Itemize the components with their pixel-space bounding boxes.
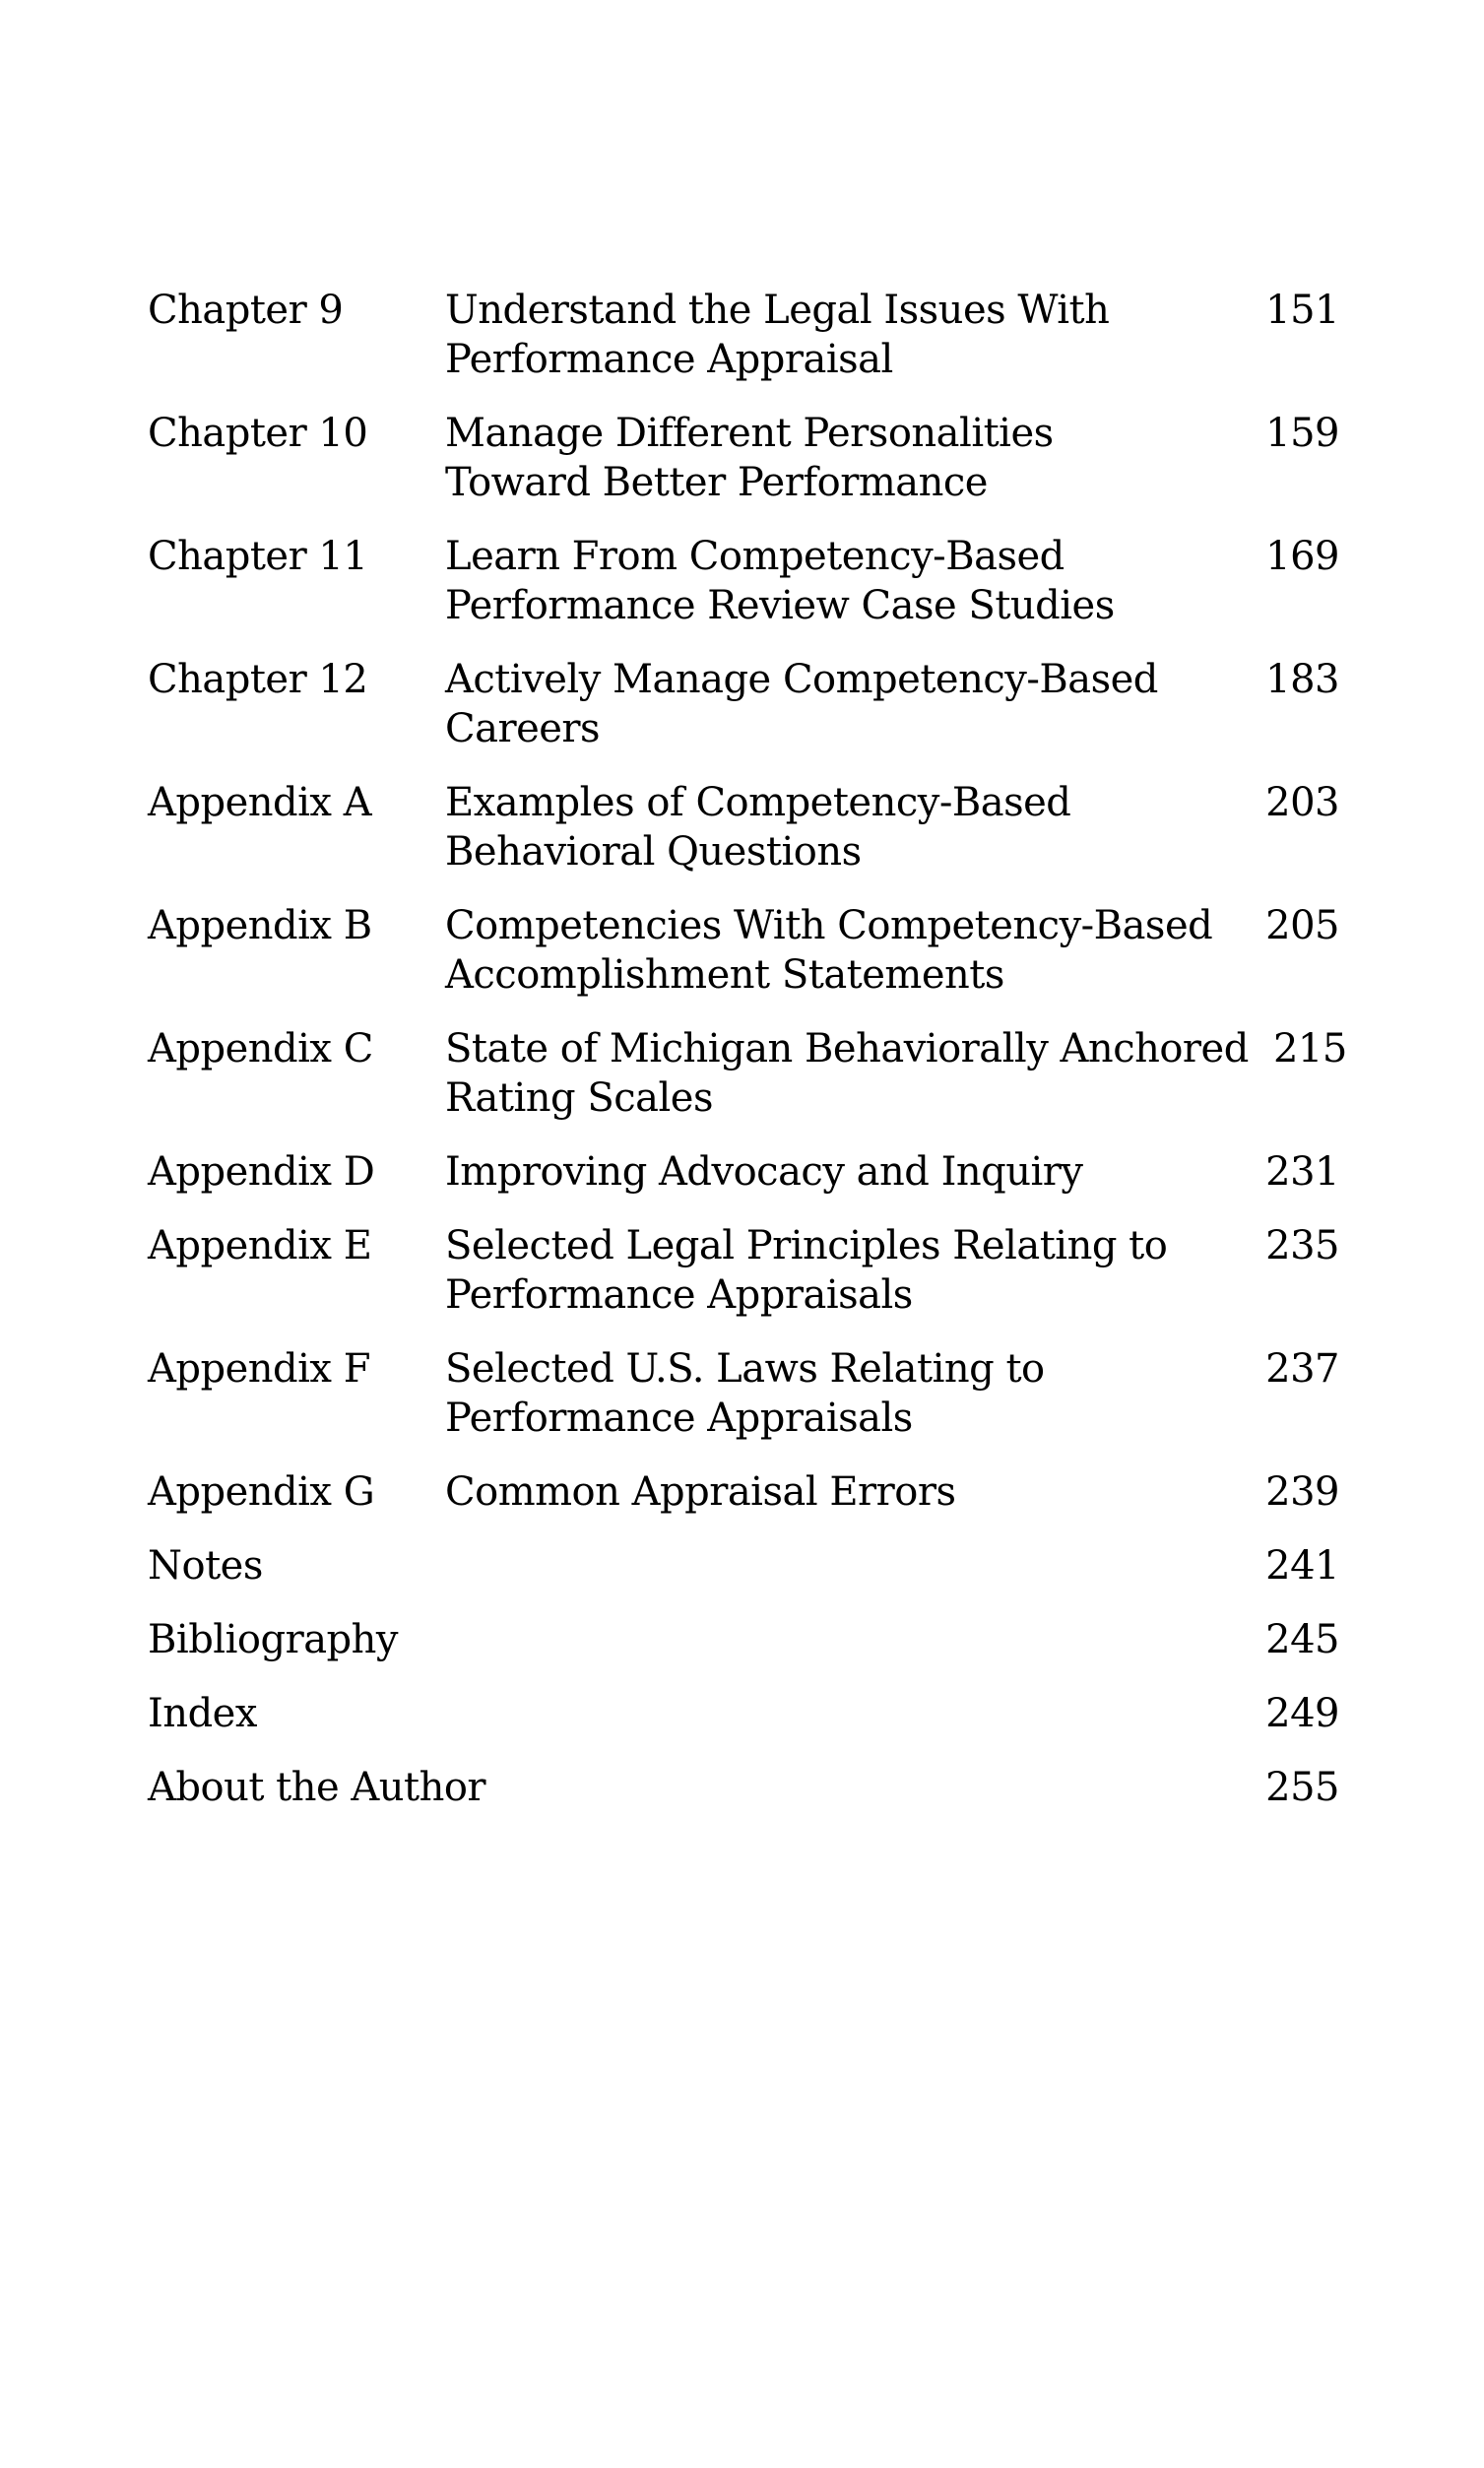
toc-entry-label: Chapter 10 <box>148 411 368 456</box>
table-of-contents <box>148 286 1347 1837</box>
toc-entry-page-number: 249 <box>1265 1691 1339 1736</box>
toc-entry-title-line: Rating Scales <box>445 1075 713 1121</box>
toc-entry-title <box>445 1344 1251 1443</box>
toc-entry-title <box>445 901 1251 1000</box>
toc-entry-label: Appendix B <box>148 903 372 948</box>
toc-entry-title-line: State of Michigan Behaviorally Anchored <box>445 1026 1249 1072</box>
toc-entry-page-number: 159 <box>1265 411 1339 456</box>
toc-entry <box>148 1147 1339 1197</box>
toc-entry-label: Chapter 12 <box>148 657 368 702</box>
toc-entry <box>148 901 1339 1000</box>
toc-entry-page-number: 245 <box>1265 1617 1339 1662</box>
toc-entry-title <box>445 1467 1251 1517</box>
toc-entry-title-line: Toward Better Performance <box>445 460 988 505</box>
toc-entry <box>148 1541 1339 1591</box>
toc-entry-title <box>445 1147 1251 1197</box>
toc-entry <box>148 655 1339 753</box>
toc-entry-page-number: 255 <box>1265 1765 1339 1810</box>
toc-entry <box>148 1763 1339 1812</box>
toc-entry-title-line: Competencies With Competency-Based <box>445 903 1213 948</box>
toc-entry <box>148 286 1339 384</box>
toc-entry-title-line: Learn From Competency-Based <box>445 534 1065 579</box>
toc-entry-title-line: Manage Different Personalities <box>445 411 1054 456</box>
toc-entry-label: Chapter 11 <box>148 534 368 579</box>
toc-entry-page-number: 239 <box>1265 1469 1339 1515</box>
toc-entry-title-line: Performance Appraisal <box>445 337 893 382</box>
toc-entry-title-line: Actively Manage Competency-Based <box>445 657 1158 702</box>
toc-entry-page-number: 169 <box>1265 534 1339 579</box>
toc-entry-title-line: Careers <box>445 706 601 751</box>
toc-entry-title <box>445 1024 1258 1123</box>
toc-entry <box>148 532 1339 630</box>
toc-entry-title-line: Selected U.S. Laws Relating to <box>445 1346 1045 1392</box>
toc-entry <box>148 1344 1339 1443</box>
toc-entry-title-line: Performance Appraisals <box>445 1396 913 1441</box>
toc-entry-label: Appendix F <box>148 1346 370 1392</box>
toc-entry-title-line: Behavioral Questions <box>445 829 862 875</box>
toc-entry-label: Appendix E <box>148 1223 372 1268</box>
toc-entry-label: Chapter 9 <box>148 288 344 333</box>
toc-entry-title <box>445 286 1251 384</box>
toc-entry-title-line: Selected Legal Principles Relating to <box>445 1223 1168 1268</box>
toc-entry-title-line: Improving Advocacy and Inquiry <box>445 1149 1083 1195</box>
toc-entry-title-line: Performance Review Case Studies <box>445 583 1115 628</box>
toc-entry-page-number: 151 <box>1265 288 1339 333</box>
toc-entry-page-number: 183 <box>1265 657 1339 702</box>
toc-entry-page-number: 215 <box>1272 1026 1347 1072</box>
toc-entry-title <box>445 409 1251 507</box>
toc-entry-page-number: 241 <box>1265 1543 1339 1589</box>
toc-entry <box>148 1024 1347 1123</box>
toc-entry-label: Appendix C <box>148 1026 373 1072</box>
toc-entry <box>148 1615 1339 1664</box>
toc-entry-label: Appendix D <box>148 1149 375 1195</box>
toc-entry-label: Appendix G <box>148 1469 375 1515</box>
toc-entry <box>148 409 1339 507</box>
toc-entry <box>148 1467 1339 1517</box>
toc-entry-title-line: Performance Appraisals <box>445 1272 913 1318</box>
toc-entry-label: Bibliography <box>148 1617 398 1662</box>
toc-entry <box>148 1221 1339 1320</box>
toc-entry-page-number: 237 <box>1265 1346 1339 1392</box>
toc-entry-label: About the Author <box>148 1765 486 1810</box>
toc-entry-title <box>445 778 1251 877</box>
toc-entry-label: Index <box>148 1691 257 1736</box>
toc-entry-title <box>445 1221 1251 1320</box>
toc-entry-title-line: Examples of Competency-Based <box>445 780 1071 825</box>
toc-entry-title <box>445 655 1251 753</box>
toc-entry-title-line: Accomplishment Statements <box>445 952 1004 998</box>
toc-entry-label: Notes <box>148 1543 263 1589</box>
toc-entry-page-number: 231 <box>1265 1149 1339 1195</box>
toc-entry <box>148 778 1339 877</box>
toc-entry-page-number: 205 <box>1265 903 1339 948</box>
toc-entry-label: Appendix A <box>148 780 372 825</box>
toc-entry <box>148 1689 1339 1738</box>
toc-entry-page-number: 203 <box>1265 780 1339 825</box>
toc-entry-page-number: 235 <box>1265 1223 1339 1268</box>
toc-entry-title-line: Common Appraisal Errors <box>445 1469 956 1515</box>
toc-entry-title <box>445 532 1251 630</box>
toc-entry-title-line: Understand the Legal Issues With <box>445 288 1110 333</box>
